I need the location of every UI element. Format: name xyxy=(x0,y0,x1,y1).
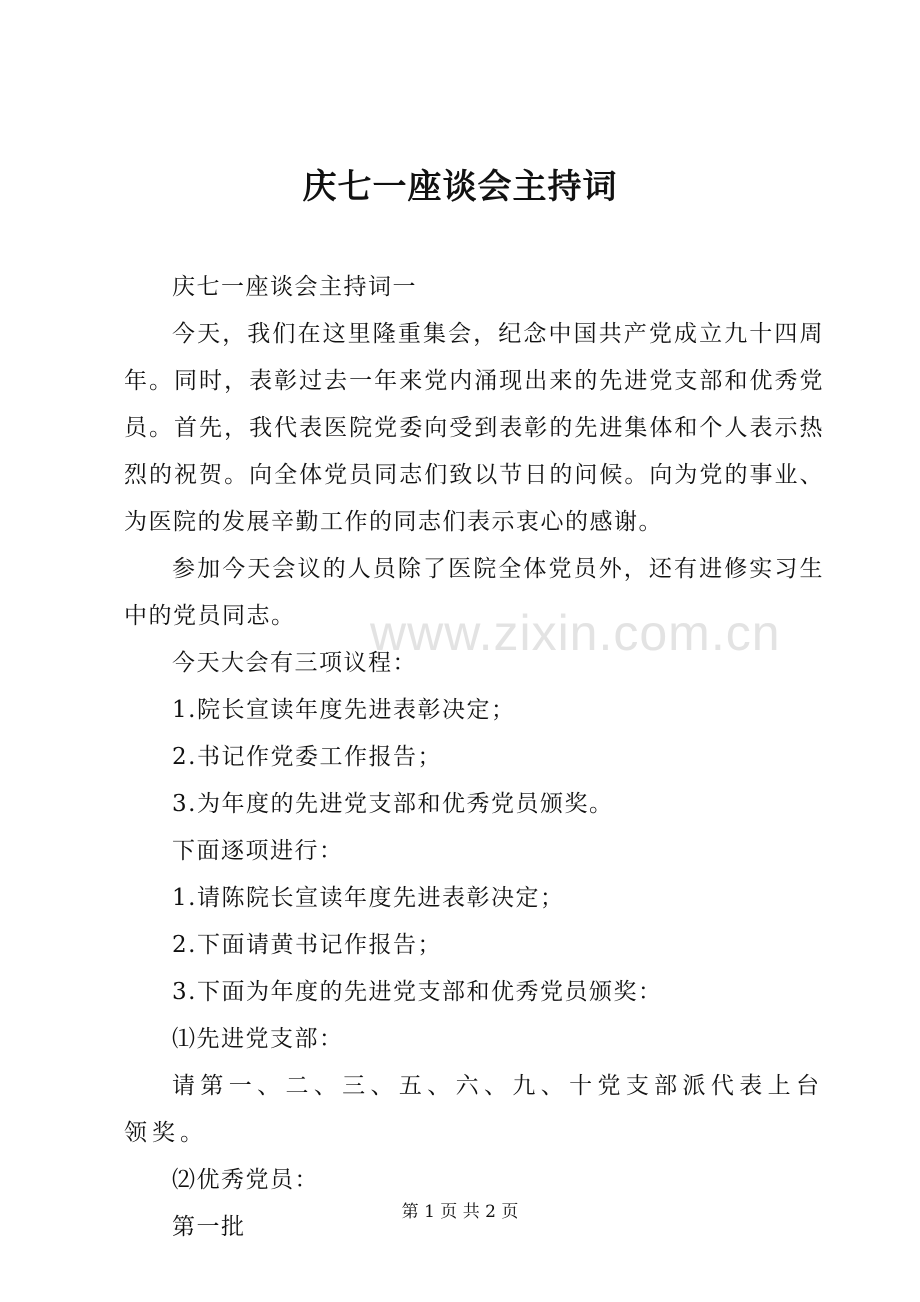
advanced-branch-heading: ⑴先进党支部： xyxy=(172,1026,344,1052)
document-body xyxy=(124,264,824,1251)
proceed-item-2: 2.下面请黄书记作报告； xyxy=(172,932,442,958)
agenda-intro: 今天大会有三项议程： xyxy=(172,650,417,676)
proceed-intro: 下面逐项进行： xyxy=(172,838,344,864)
watermark: www.zixin.com.cn xyxy=(370,605,781,661)
page-footer: 第 1 页 共 2 页 xyxy=(401,1202,519,1222)
excellent-members-heading: ⑵优秀党员： xyxy=(172,1167,319,1193)
proceed-item-1: 1.请陈院长宣读年度先进表彰决定； xyxy=(172,885,565,911)
proceed-item-3: 3.下面为年度的先进党支部和优秀党员颁奖： xyxy=(172,979,663,1005)
agenda-item-3: 3.为年度的先进党支部和优秀党员颁奖。 xyxy=(172,791,614,817)
advanced-branch-text: 请第一、二、三、五、六、九、十党支部派代表上台领奖。 xyxy=(124,1073,824,1146)
first-batch: 第一批 xyxy=(172,1214,246,1240)
agenda-item-1: 1.院长宣读年度先进表彰决定； xyxy=(172,697,516,723)
agenda-item-2: 2.书记作党委工作报告； xyxy=(172,744,442,770)
subtitle-paragraph: 庆七一座谈会主持词一 xyxy=(172,274,417,300)
document-title: 庆七一座谈会主持词 xyxy=(302,167,618,207)
opening-paragraph: 今天，我们在这里隆重集会，纪念中国共产党成立九十四周年。同时，表彰过去一年来党内涌现出来的先进党支部和优秀党员。首先，我代表医院党委向受到表彰的先进集体和个人表示热烈的祝贺。向全体党员同志们致以节日的问候。向为党的事业、为医院的发展辛勤工作的同志们表示衷心的感谢。 xyxy=(124,321,824,535)
attendees-paragraph: 参加今天会议的人员除了医院全体党员外，还有进修实习生中的党员同志。 xyxy=(124,556,824,629)
